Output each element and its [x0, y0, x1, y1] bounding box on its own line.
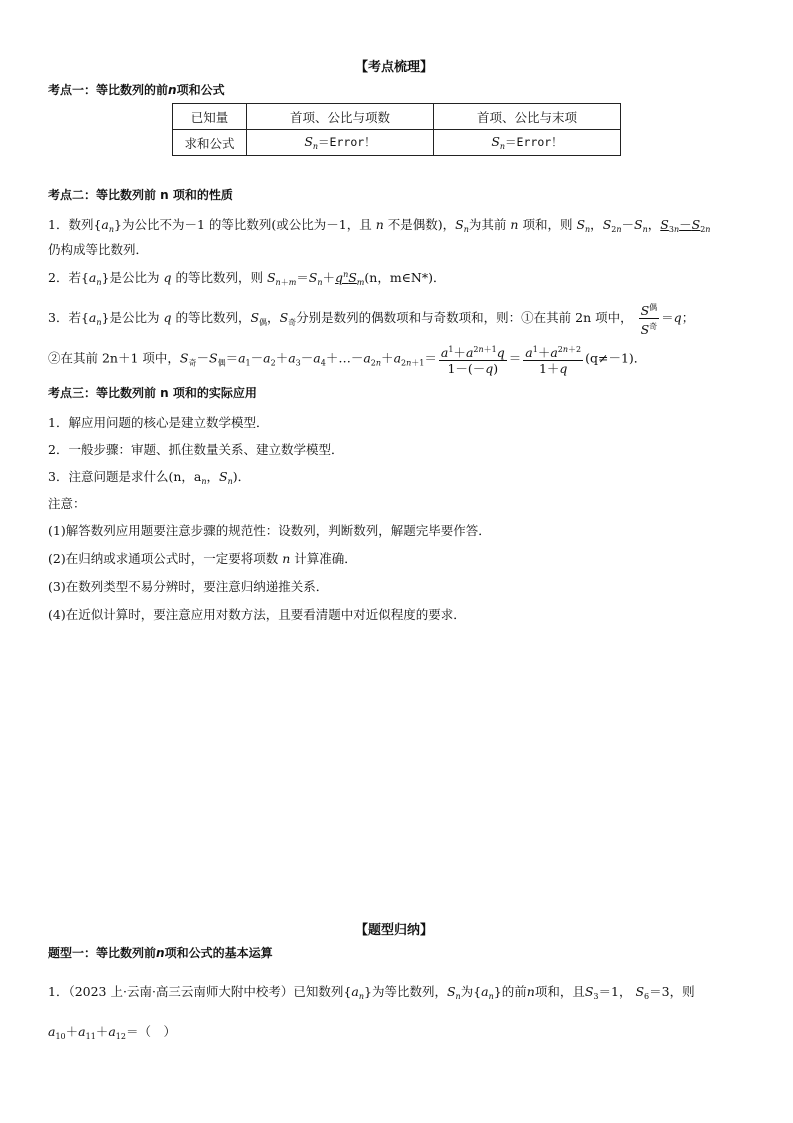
- kp3-item-3: 3．注意问题是求什么(n，$a_n$，$S_n$)．: [48, 469, 251, 486]
- answer-blank: （ ）: [138, 1024, 176, 1039]
- text: 计算准确．: [294, 551, 357, 566]
- kp2-item-1: 1．数列$\{a_n\}$为公比不为－1 的等比数列(或公比为－1，且 n 不是偶数)，$S_n$为其前 n 项和，则 $S_n$，$S_{2n}-S_n$，$S_{3n}-S_{2n}$: [48, 217, 711, 234]
- kp1-title: [48, 81, 225, 98]
- kp3-note-4: (4)在近似计算时，要注意应用对数方法，且要看清题中对近似程度的要求．: [48, 607, 466, 622]
- text: }是公比为: [101, 310, 160, 325]
- ratio-fraction: $\frac{S^偶}{S^奇}$: [639, 300, 660, 337]
- table-cell: 首项、公比与末项: [434, 104, 621, 130]
- text: 的等比数列，: [175, 310, 251, 325]
- text: (n，m∈N*)．: [364, 270, 446, 285]
- heading-tixing: 【题型归纳】: [355, 923, 434, 938]
- text: (2)在归纳或求通项公式时，一定要将项数: [48, 551, 279, 566]
- table-cell-formula-1: $S_n=Error$！: [247, 130, 434, 156]
- kp3-note-3: (3)在数列类型不易分辨时，要注意归纳递推关系．: [48, 579, 329, 594]
- fraction-1: $\frac{a^1+a^{2n+1}q}{1-(-q)}$: [439, 342, 507, 376]
- table-row: [173, 130, 621, 156]
- type1-title: 题型一：等比数列前n项和公式的基本运算: [48, 946, 273, 960]
- text: 项和，且: [534, 984, 585, 999]
- text: 为: [460, 984, 474, 999]
- text: 1．（2023 上·云南·高三云南师大附中校考）已知数列: [48, 984, 344, 999]
- question-1-line2: $a_{10}+a_{11}+a_{12}=$（ ）: [48, 1024, 176, 1041]
- kp2-item-2: 2．若$\{a_n\}$是公比为 q 的等比数列，则 $S_{n+m}=S_n+q^nS_m(n$，m∈N*)．: [48, 270, 446, 287]
- kp3-note-2: (2)在归纳或求通项公式时，一定要将项数 n 计算准确．: [48, 551, 357, 566]
- text: }是公比为: [101, 270, 160, 285]
- text: 1．数列{: [48, 217, 102, 232]
- text: 的前: [501, 984, 527, 999]
- table-cell: 已知量: [173, 104, 247, 130]
- text: 分别是数列的偶数项和与奇数项和，则：①在其前 2n 项中，: [296, 310, 633, 325]
- kp1-title-n: n: [168, 83, 177, 97]
- text: 为其前: [468, 217, 507, 232]
- text: 3．注意问题是求什么(n，a: [48, 469, 202, 484]
- text: 2．若{: [48, 270, 89, 285]
- sum-formula-table: [172, 103, 621, 156]
- kp2-item-3-line2: ②在其前 2n＋1 项中，$S_奇-S_偶=a_1-a_2+a_3-a_4+\dots-a_{2n}+a_{2n+1}=$ $\frac{a^1+a^{2n+1}q}{1-(-q)}$ ＝ $\frac{a^1+a^{2n+2}}{1+q}$ (q≠－1)．: [48, 342, 646, 376]
- kp3-item-2: 2．一般步骤：审题、抓住数量关系、建立数学模型．: [48, 442, 344, 457]
- formula-text: ＝Error！: [318, 135, 376, 149]
- text: 项和公式的基本运算: [164, 946, 273, 960]
- text: 题型一：等比数列前: [48, 946, 157, 960]
- table-cell: 求和公式: [173, 130, 247, 156]
- question-1: 1．（2023 上·云南·高三云南师大附中校考）已知数列$\{a_n\}$为等比数列，$S_n$为$\{a_n\}$的前n项和，且$S_3=1$， $S_6=3$，则: [48, 984, 695, 1001]
- kp2-item-1-line2: 仍构成等比数列．: [48, 242, 149, 257]
- text: 的等比数列，则: [175, 270, 263, 285]
- formula-text: ＝Error！: [505, 135, 563, 149]
- table-cell-formula-2: $S_n=Error$！: [434, 130, 621, 156]
- text: 项和，则: [522, 217, 573, 232]
- kp3-note-label: 注意：: [48, 496, 86, 511]
- text: (q≠－1)．: [585, 350, 647, 366]
- kp3-item-1: 1．解应用问题的核心是建立数学模型．: [48, 415, 269, 430]
- kp1-title-post: 项和公式: [176, 83, 225, 97]
- kp1-title-pre: 考点一：等比数列的前: [48, 83, 169, 97]
- table-row: [173, 104, 621, 130]
- kp3-note-1: (1)解答数列应用题要注意步骤的规范性：设数列，判断数列，解题完毕要作答．: [48, 523, 491, 538]
- text: ，则: [669, 984, 695, 999]
- text: 不是偶数)，: [387, 217, 456, 232]
- text: ②在其前 2n＋1 项中，: [48, 350, 180, 366]
- text: 为等比数列，: [371, 984, 447, 999]
- text: 3．若{: [48, 310, 89, 325]
- fraction-2: $\frac{a^1+a^{2n+2}}{1+q}$: [523, 342, 583, 376]
- text: }为公比不为－1 的等比数列(或公比为－1，且: [114, 217, 372, 232]
- kp2-item-3: 3．若$\{a_n\}$是公比为 q 的等比数列，$S_偶$，$S_奇$分别是数列的偶数项和与奇数项和，则：①在其前 2n 项中， $\frac{S^偶}{S^奇}$ ＝q；: [48, 300, 694, 337]
- table-cell: 首项、公比与项数: [247, 104, 434, 130]
- heading-kaodian: 【考点梳理】: [355, 60, 434, 75]
- kp2-title: 考点二：等比数列前 n 项和的性质: [48, 188, 233, 202]
- kp3-title: 考点三：等比数列前 n 项和的实际应用: [48, 386, 257, 400]
